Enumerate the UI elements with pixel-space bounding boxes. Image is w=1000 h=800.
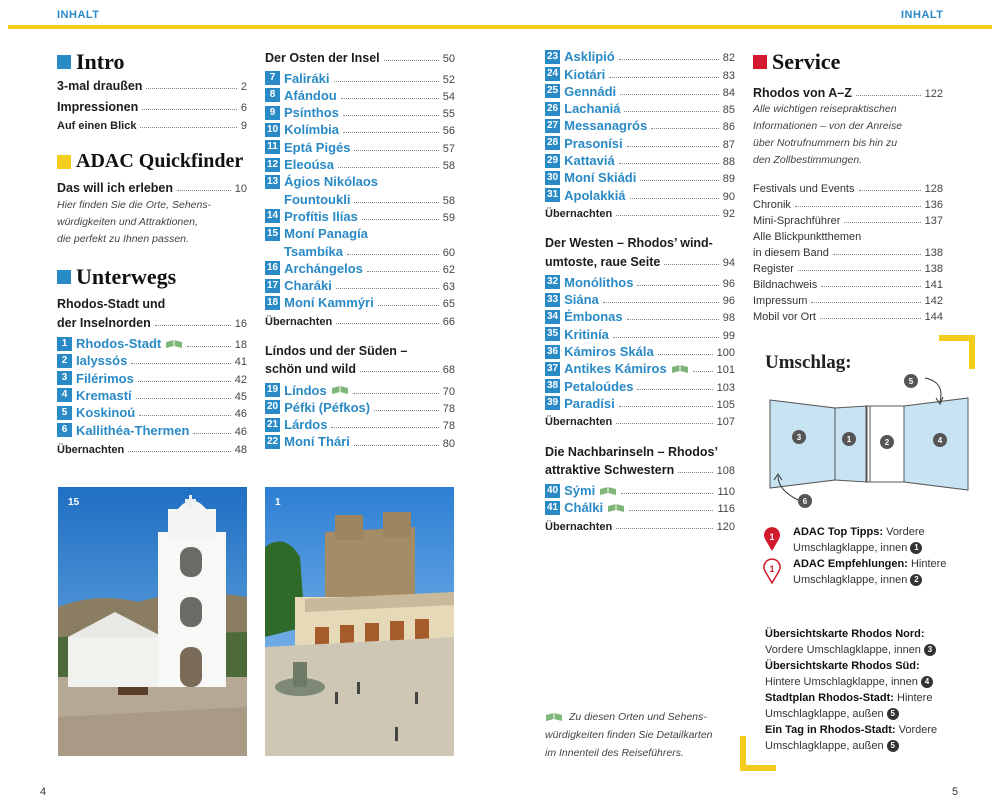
corner-mark xyxy=(969,335,975,369)
item-number: 1 xyxy=(57,337,72,351)
toc-item-cont[interactable]: Fountoukli 58 xyxy=(284,191,455,207)
item-number: 17 xyxy=(267,279,279,291)
item-number: 15 xyxy=(267,227,279,239)
header-left: INHALT xyxy=(57,9,100,21)
red-square-icon xyxy=(753,55,767,69)
toc-item[interactable]: 38 Petaloúdes 103 xyxy=(547,378,735,394)
toc-row[interactable]: Übernachten 92 xyxy=(545,207,735,220)
toc-item[interactable]: 6 Kallithéa-Thermen 46 xyxy=(57,420,247,437)
item-number: 26 xyxy=(547,102,559,114)
toc-row[interactable]: der Inselnorden 16 xyxy=(57,315,247,330)
map-book-icon xyxy=(599,486,617,496)
toc-item[interactable]: 14 Profítis Ilías 59 xyxy=(267,208,455,224)
map-book-icon xyxy=(331,385,349,395)
map-reference: Übersichtskarte Rhodos Süd: Hintere Umschlagklappe, innen 4 xyxy=(765,658,965,690)
item-number: 23 xyxy=(547,50,559,62)
toc-item[interactable]: 31 Apolakkiá 90 xyxy=(547,187,735,203)
cover-ref-badge: 2 xyxy=(910,574,922,586)
item-number: 40 xyxy=(547,484,559,496)
photo-badge: 15 xyxy=(68,497,80,508)
section-title: Unterwegs xyxy=(76,264,177,290)
cover-diagram xyxy=(760,370,980,520)
toc-item[interactable]: 10 Kolímbia 56 xyxy=(267,122,455,138)
svg-text:1: 1 xyxy=(769,564,775,574)
toc-item[interactable]: 25 Gennádi 84 xyxy=(547,83,735,99)
item-number: 21 xyxy=(267,418,279,430)
toc-row[interactable]: Der Osten der Insel 50 xyxy=(265,51,455,66)
column-1 xyxy=(57,49,247,456)
toc-item[interactable]: 29 Kattaviá 88 xyxy=(547,153,735,169)
cover-ref-badge: 5 xyxy=(887,740,899,752)
toc-row[interactable]: Chronik 136 xyxy=(753,199,943,212)
item-number: 25 xyxy=(547,85,559,97)
toc-row[interactable]: in diesem Band 138 xyxy=(753,247,943,260)
map-book-icon xyxy=(545,712,563,722)
column-3 xyxy=(545,47,735,533)
section-title: ADAC Quickfinder xyxy=(76,150,244,173)
item-number: 19 xyxy=(267,384,279,396)
toc-item[interactable]: 18 Moní Kammýri 65 xyxy=(267,295,455,311)
toc-item[interactable]: 35 Kritinía 99 xyxy=(547,326,735,342)
item-number: 2 xyxy=(57,354,72,368)
toc-row[interactable]: Das will ich erleben 10 xyxy=(57,181,247,196)
toc-item[interactable]: 33 Siána 96 xyxy=(547,292,735,308)
section-title: Service xyxy=(772,49,841,74)
item-number: 20 xyxy=(267,401,279,413)
item-number: 7 xyxy=(265,71,280,85)
toc-row[interactable]: Festivals und Events 128 xyxy=(753,183,943,196)
item-number: 31 xyxy=(547,189,559,201)
toc-item[interactable]: 2 Ialyssós 41 xyxy=(57,351,247,368)
toc-item[interactable]: 13 Ágios Nikólaos xyxy=(267,174,379,190)
toc-item[interactable]: 4 Kremastí 45 xyxy=(57,386,247,403)
toc-row[interactable]: Rhodos von A–Z 122 xyxy=(753,86,943,101)
toc-item[interactable]: 17 Charáki 63 xyxy=(267,278,455,294)
svg-text:6: 6 xyxy=(802,497,808,506)
toc-row[interactable]: Übernachten 48 xyxy=(57,443,247,456)
toc-row[interactable]: Übernachten 66 xyxy=(265,315,455,328)
toc-item[interactable]: 12 Eleoúsa 58 xyxy=(267,157,455,173)
item-number: 27 xyxy=(547,119,559,131)
item-number: 10 xyxy=(267,123,279,135)
toc-row[interactable]: attraktive Schwestern 108 xyxy=(545,462,735,477)
column-4 xyxy=(753,49,943,323)
item-number: 29 xyxy=(547,154,559,166)
toc-item[interactable]: 11 Eptá Pigés 57 xyxy=(265,137,455,154)
svg-text:5: 5 xyxy=(908,377,914,386)
toc-item[interactable]: 36 Kámiros Skála 100 xyxy=(547,344,735,360)
item-number: 22 xyxy=(267,436,279,448)
service-description: Alle wichtigen reisepraktischen Informationen – von der Anreise über Notrufnummern bis hin zu den Zollbestimmungen. xyxy=(753,103,903,167)
item-number: 14 xyxy=(267,210,279,222)
cover-ref-badge: 3 xyxy=(924,644,936,656)
cover-ref-badge: 1 xyxy=(910,542,922,554)
toc-item[interactable]: 27 Messanagrós 86 xyxy=(547,118,735,134)
map-reference: Ein Tag in Rhodos-Stadt: Vordere Umschlagklappe, außen 5 xyxy=(765,724,938,752)
toc-row[interactable]: 3-mal draußen 2 xyxy=(57,79,247,94)
item-number: 11 xyxy=(265,140,280,154)
item-number: 38 xyxy=(547,380,559,392)
svg-text:1: 1 xyxy=(846,435,852,444)
item-number: 3 xyxy=(57,371,72,385)
toc-item[interactable]: 16 Archángelos 62 xyxy=(267,260,455,276)
toc-item[interactable]: 28 Prasonísi 87 xyxy=(547,135,735,151)
item-number: 9 xyxy=(265,106,280,120)
toc-item[interactable]: 21 Lárdos 78 xyxy=(267,417,455,433)
item-number: 5 xyxy=(57,406,72,420)
toc-item[interactable]: 26 Lachaniá 85 xyxy=(547,101,735,117)
toc-item[interactable]: 15 Moní Panagía xyxy=(267,226,368,242)
toc-row[interactable]: Alle Blickpunktthemen xyxy=(753,231,862,244)
item-number: 4 xyxy=(57,388,72,402)
item-number: 32 xyxy=(547,276,559,288)
item-number: 36 xyxy=(547,345,559,357)
cover-ref-badge: 4 xyxy=(921,676,933,688)
toc-row[interactable]: Mobil vor Ort 144 xyxy=(753,311,943,324)
cover-ref-badge: 5 xyxy=(887,708,899,720)
yellow-square-icon xyxy=(57,155,71,169)
toc-item[interactable]: 9 Psínthos 55 xyxy=(265,103,455,120)
item-number: 41 xyxy=(547,501,559,513)
item-number: 39 xyxy=(547,397,559,409)
header-rule xyxy=(8,25,992,29)
svg-text:1: 1 xyxy=(769,532,775,542)
section-service xyxy=(753,49,943,75)
toc-row[interactable]: Register 138 xyxy=(753,263,943,276)
item-number: 8 xyxy=(265,88,280,102)
toc-row[interactable]: Auf einen Blick 9 xyxy=(57,119,247,132)
item-number: 37 xyxy=(547,362,559,374)
empfehlung-marker-icon xyxy=(763,558,781,584)
umschlag-title: Umschlag: xyxy=(765,352,852,373)
item-number: 30 xyxy=(547,171,559,183)
item-number: 16 xyxy=(267,262,279,274)
header-right: INHALT xyxy=(901,9,944,21)
item-number: 28 xyxy=(547,137,559,149)
toc-item[interactable]: 5 Koskinoú 46 xyxy=(57,403,247,420)
toc-item[interactable]: 37 Antikes Kámiros 101 xyxy=(547,361,735,377)
toc-item[interactable]: 24 Kiotári 83 xyxy=(547,66,735,82)
item-number: 18 xyxy=(267,296,279,308)
legend-tips: 1 ADAC Top Tipps: Vordere Umschlagklappe, innen 1 xyxy=(765,524,955,556)
map-book-icon xyxy=(607,503,625,513)
map-reference: Stadtplan Rhodos-Stadt: Hintere Umschlagklappe, außen 5 xyxy=(765,692,933,720)
toc-item[interactable]: 41 Chálki 116 xyxy=(547,500,735,516)
section-title: Intro xyxy=(76,49,125,74)
map-reference: Übersichtskarte Rhodos Nord: Vordere Umschlagklappe, innen 3 xyxy=(765,626,965,658)
toc-row[interactable]: Übernachten 120 xyxy=(545,520,735,533)
toc-item[interactable]: 19 Líndos 70 xyxy=(267,382,455,398)
page-number-right: 5 xyxy=(952,786,959,798)
blue-square-icon xyxy=(57,55,71,69)
page-number-left: 4 xyxy=(40,786,47,798)
corner-mark xyxy=(740,736,746,771)
toc-item[interactable]: 30 Moní Skiádi 89 xyxy=(547,170,735,186)
toc-item[interactable]: 20 Péfki (Péfkos) 78 xyxy=(267,399,455,415)
toc-item[interactable]: 3 Filérimos 42 xyxy=(57,368,247,385)
toc-item[interactable]: 1 Rhodos-Stadt 18 xyxy=(57,334,247,351)
item-number: 24 xyxy=(547,68,559,80)
toc-item[interactable]: 7 Faliráki 52 xyxy=(265,68,455,85)
section-quickfinder xyxy=(57,149,247,175)
region-heading: Die Nachbarinseln – Rhodos’ xyxy=(545,444,718,459)
section-intro xyxy=(57,49,247,75)
toc-item[interactable]: 39 Paradísi 105 xyxy=(547,395,735,411)
item-number: 13 xyxy=(267,175,279,187)
map-book-icon xyxy=(671,364,689,374)
photo-church xyxy=(58,487,247,756)
photo-badge: 1 xyxy=(275,497,281,508)
item-number: 35 xyxy=(547,328,559,340)
toc-row[interactable]: Mini-Sprachführer 137 xyxy=(753,215,943,228)
section-unterwegs xyxy=(57,264,247,290)
svg-text:4: 4 xyxy=(937,436,943,445)
detailmap-note: Zu diesen Orten und Sehens- würdigkeiten finden Sie Detailkarten im Innenteil des Reiseführers. xyxy=(545,711,713,759)
region-heading: Rhodos-Stadt und xyxy=(57,297,166,312)
toc-item[interactable]: 32 Monólithos 96 xyxy=(547,274,735,290)
region-heading: Der Westen – Rhodos’ wind- xyxy=(545,236,713,251)
map-references xyxy=(765,626,965,754)
blue-square-icon xyxy=(57,270,71,284)
toc-row[interactable]: schön und wild 68 xyxy=(265,362,455,377)
svg-text:3: 3 xyxy=(796,433,802,442)
toc-item[interactable]: 40 Sými 110 xyxy=(547,483,735,499)
toc-item[interactable]: 22 Moní Thári 80 xyxy=(267,434,455,450)
svg-text:2: 2 xyxy=(884,438,890,447)
toc-row[interactable]: umtoste, raue Seite 94 xyxy=(545,254,735,269)
toc-row[interactable]: Bildnachweis 141 xyxy=(753,279,943,292)
quickfinder-description: Hier finden Sie die Orte, Sehens- würdigkeiten und Attraktionen, die perfekt zu Ihnen passen. xyxy=(57,199,212,246)
toc-row[interactable]: Impressionen 6 xyxy=(57,99,247,114)
toc-item[interactable]: 34 Émbonas 98 xyxy=(547,309,735,325)
column-2 xyxy=(265,48,455,450)
legend-empfehlungen: 1 ADAC Empfehlungen: Hintere Umschlagklappe, innen 2 xyxy=(765,556,955,588)
toc-item-cont[interactable]: Tsambíka 60 xyxy=(284,243,455,259)
top-tipp-marker-icon xyxy=(763,526,781,552)
item-number: 12 xyxy=(267,158,279,170)
item-number: 33 xyxy=(547,293,559,305)
region-heading: Líndos und der Süden – xyxy=(265,344,408,359)
toc-item[interactable]: 8 Afándou 54 xyxy=(265,86,455,103)
item-number: 34 xyxy=(547,310,559,322)
map-book-icon xyxy=(165,339,183,349)
photo-square xyxy=(265,487,454,756)
toc-item[interactable]: 23 Asklipió 82 xyxy=(547,49,735,65)
toc-row[interactable]: Impressum 142 xyxy=(753,295,943,308)
item-number: 6 xyxy=(57,423,72,437)
toc-row[interactable]: Übernachten 107 xyxy=(545,416,735,429)
